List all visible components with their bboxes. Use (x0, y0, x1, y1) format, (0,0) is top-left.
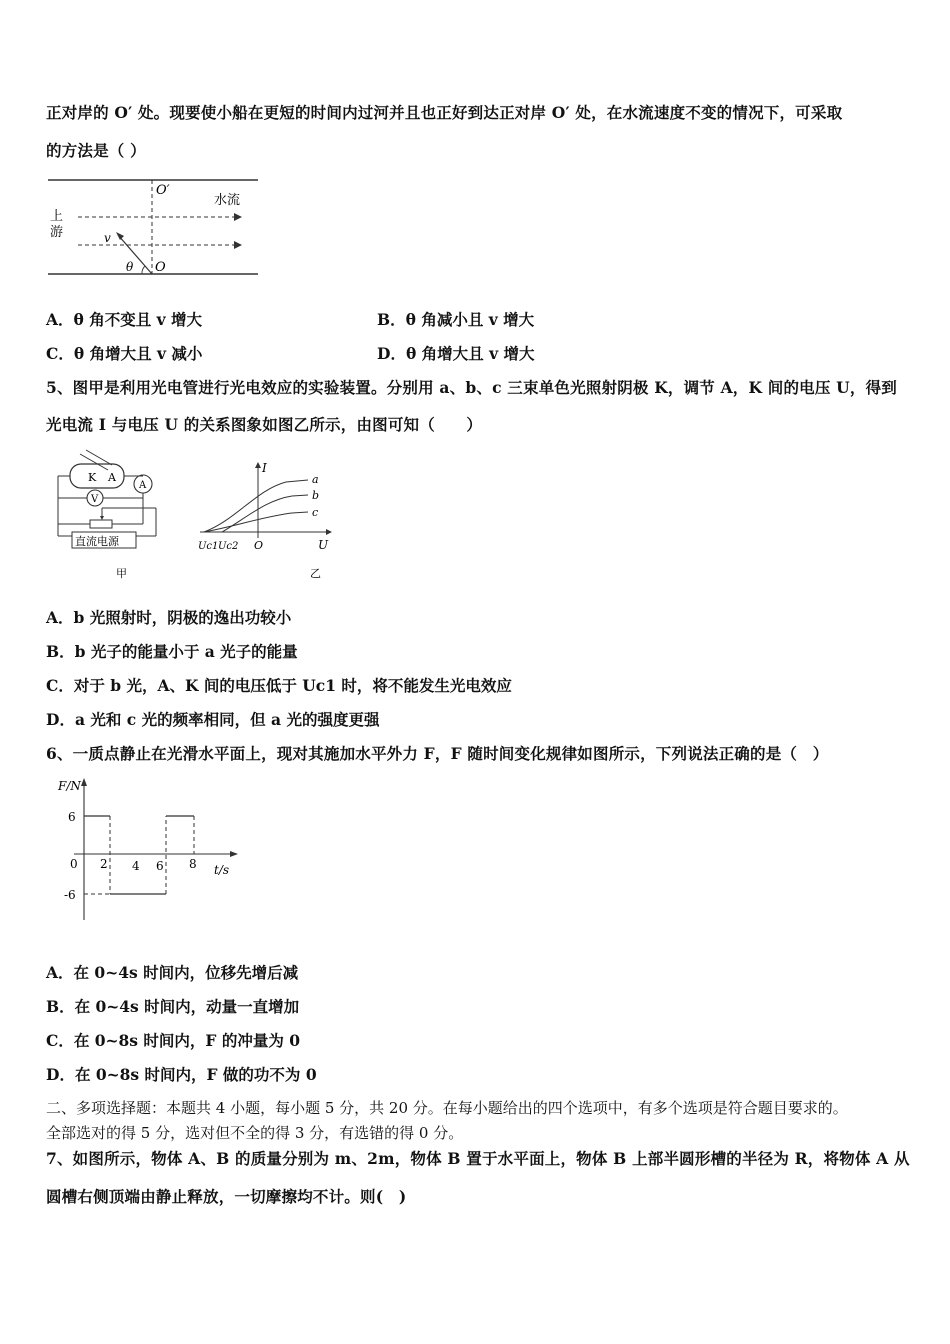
caption-jia: 甲 (116, 567, 127, 580)
q6-force-time-graph (50, 772, 250, 924)
q6-option-c[interactable]: C．在 0~8s 时间内，F 的冲量为 0 (46, 1031, 300, 1050)
q6-option-d[interactable]: D．在 0~8s 时间内，F 做的功不为 0 (46, 1065, 317, 1084)
label-upstream-1: 上 (50, 209, 64, 224)
label-water-flow: 水流 (214, 193, 241, 208)
q4-stem-line2: 的方法是（ ） (46, 141, 146, 160)
label-theta: θ (126, 260, 134, 274)
q5-option-c[interactable]: C．对于 b 光，A、K 间的电压低于 Uc1 时，将不能发生光电效应 (46, 676, 512, 695)
tick-x-6: 6 (156, 859, 164, 873)
q5-stem-line2: 光电流 I 与电压 U 的关系图象如图乙所示，由图可知（ ） (46, 415, 483, 434)
q6-stem-line1: 6、一质点静止在光滑水平面上，现对其施加水平外力 F，F 随时间变化规律如图所示，下列说法正确的是（ ） (46, 744, 829, 763)
q5-option-b[interactable]: B．b 光子的能量小于 a 光子的能量 (46, 642, 298, 661)
axis-label-u: U (318, 538, 329, 552)
caption-yi: 乙 (310, 567, 321, 580)
q7-stem-line2: 圆槽右侧顶端由静止释放，一切摩擦均不计。则( ) (46, 1187, 407, 1206)
tick-uc1: Uc1 (198, 541, 219, 552)
label-a: A (108, 471, 116, 484)
tick-y-0: 0 (70, 857, 78, 871)
tick-x-2: 2 (100, 857, 108, 871)
section2-heading-line2: 全部选对的得 5 分，选对但不全的得 3 分，有选错的得 0 分。 (46, 1124, 464, 1142)
label-upstream-2: 游 (50, 225, 64, 240)
label-o-prime: O′ (156, 183, 170, 198)
q4-stem-line1: 正对岸的 O′ 处。现要使小船在更短的时间内过河并且也正好到达正对岸 O′ 处，在水流速度不变的情况下，可采取 (46, 103, 843, 122)
q4-option-d[interactable]: D．θ 角增大且 v 增大 (377, 344, 535, 363)
tick-x-4: 4 (132, 859, 140, 873)
q5-stem-line1: 5、图甲是利用光电管进行光电效应的实验装置。分别用 a、b、c 三束单色光照射阴极 K，调节 A，K 间的电压 U，得到 (46, 378, 897, 397)
tick-y-6: 6 (68, 810, 76, 824)
q5-option-a[interactable]: A．b 光照射时，阴极的逸出功较小 (46, 608, 292, 627)
label-o: O (155, 260, 166, 275)
q4-option-a[interactable]: A．θ 角不变且 v 增大 (46, 310, 203, 329)
q4-option-c[interactable]: C．θ 角增大且 v 减小 (46, 344, 203, 363)
curve-label-c: c (312, 506, 319, 519)
q4-river-figure (44, 172, 264, 282)
q5-option-d[interactable]: D．a 光和 c 光的频率相同，但 a 光的强度更强 (46, 710, 380, 729)
dc-source-label: 直流电源 (75, 535, 119, 548)
q6-option-b[interactable]: B．在 0~4s 时间内，动量一直增加 (46, 997, 300, 1016)
curve-label-a: a (312, 473, 319, 486)
q6-option-a[interactable]: A．在 0~4s 时间内，位移先增后减 (46, 963, 299, 982)
ammeter-label: A (139, 480, 147, 491)
label-v: v (104, 231, 111, 245)
axis-label-i: I (262, 461, 267, 475)
voltmeter-label: V (91, 494, 99, 505)
tick-uc2: Uc2 (218, 541, 239, 552)
axis-label-f: F/N (58, 779, 81, 793)
q5-circuit-figure-jia (50, 448, 170, 583)
label-k: K (88, 471, 97, 484)
q5-iu-graph-yi (196, 460, 336, 582)
axis-label-t: t/s (214, 863, 230, 877)
q4-option-b[interactable]: B．θ 角减小且 v 增大 (377, 310, 535, 329)
origin-o: O (254, 539, 264, 552)
q7-stem-line1: 7、如图所示，物体 A、B 的质量分别为 m、2m，物体 B 置于水平面上，物体 B 上部半圆形槽的半径为 R，将物体 A 从 (46, 1149, 910, 1168)
curve-label-b: b (312, 489, 320, 502)
tick-x-8: 8 (189, 857, 197, 871)
tick-y-neg6: -6 (64, 888, 76, 902)
section2-heading-line1: 二、多项选择题：本题共 4 小题，每小题 5 分，共 20 分。在每小题给出的四个选项中，有多个选项是符合题目要求的。 (46, 1099, 848, 1117)
